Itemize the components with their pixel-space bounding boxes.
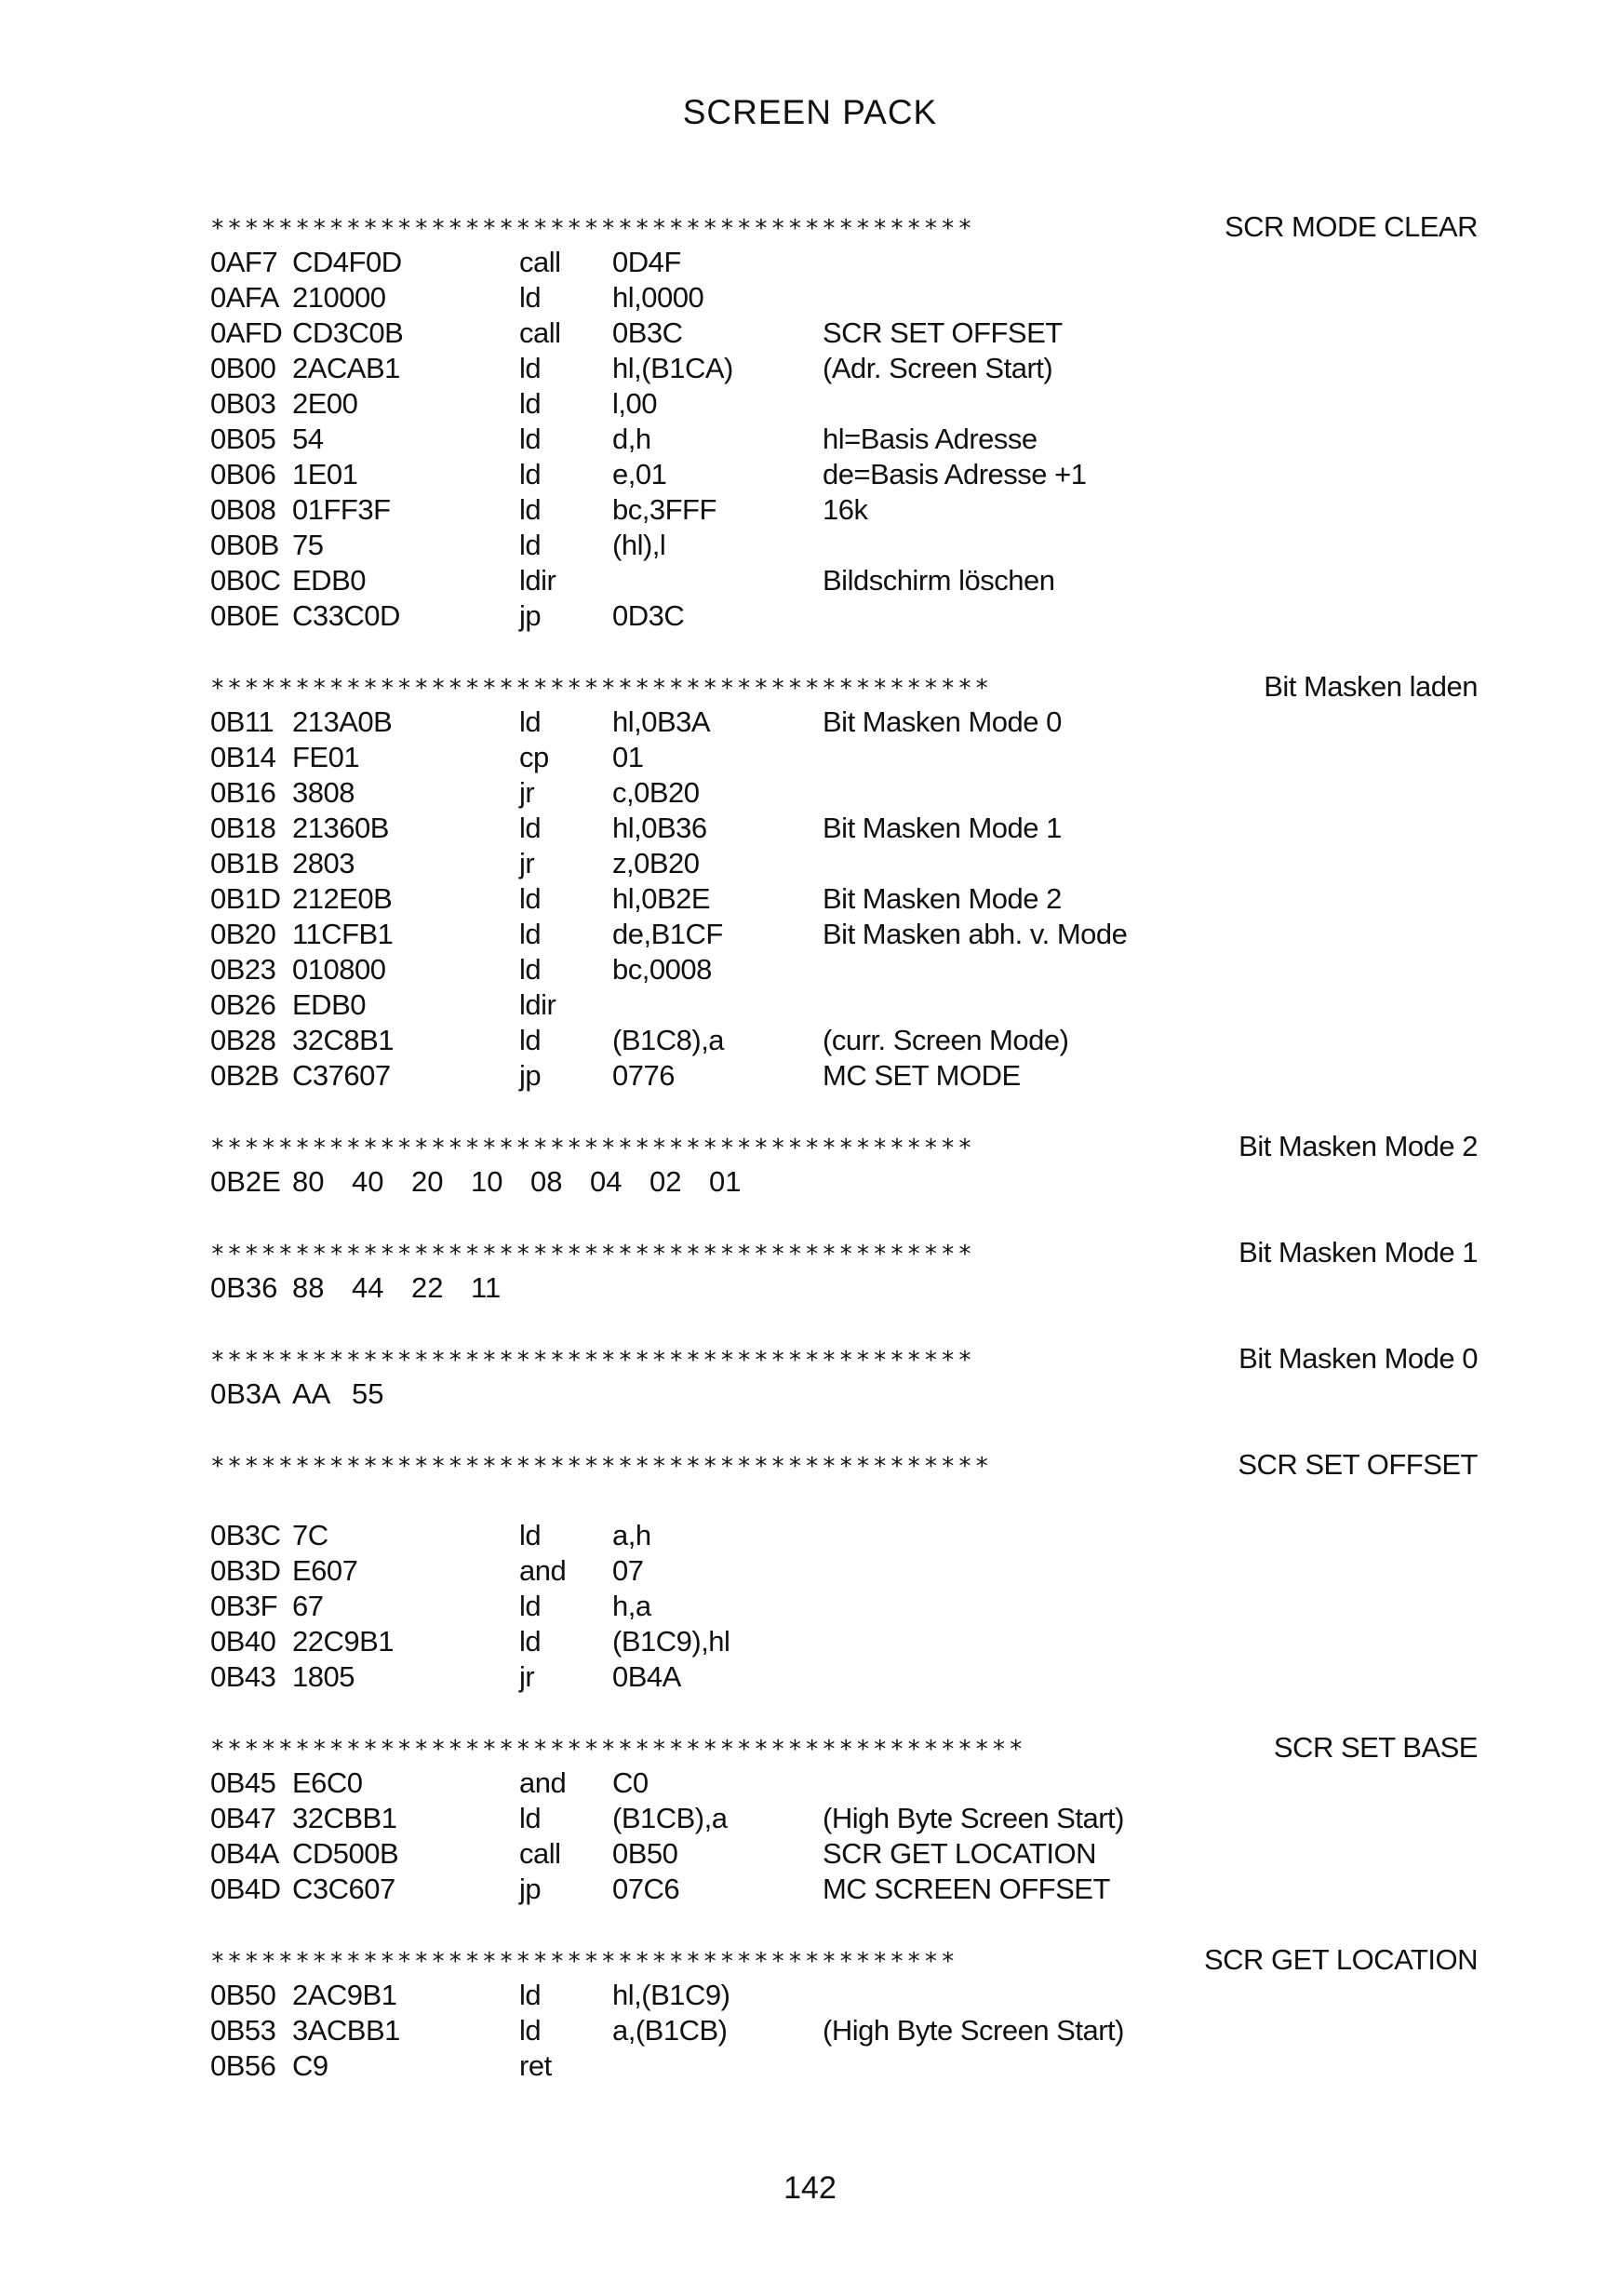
mnemonic: ld [519,1802,542,1834]
address: 0B45 [210,1766,276,1799]
mnemonic: cp [519,741,549,773]
operand: hl,0B2E [612,882,711,915]
code-line [210,1058,1478,1094]
code-line [210,1836,1478,1872]
opcode-bytes: CD3C0B [292,316,404,349]
code-line [210,917,1478,952]
opcode-bytes: 010800 [292,953,386,986]
code-line [210,1659,1478,1695]
opcode-bytes: E607 [292,1554,358,1587]
code-line [210,457,1478,492]
address: 0AFA [210,281,279,314]
operand: hl,0B36 [612,812,707,844]
code-line [210,740,1478,775]
code-line [210,280,1478,316]
page-title: SCREEN PACK [682,93,938,131]
code-line [210,1553,1478,1589]
routine-section [210,1129,1478,1200]
comment: (Adr. Screen Start) [823,352,1053,384]
operand: 0B4A [612,1660,681,1693]
operand: de,B1CF [612,918,723,950]
operand: 0776 [612,1059,675,1092]
mnemonic: ld [519,812,542,844]
routine-name: Bit Masken Mode 0 [1238,1342,1478,1375]
operand: c,0B20 [612,776,700,809]
code-line [210,1766,1478,1801]
code-line [210,528,1478,563]
operand: hl,(B1C9) [612,1979,730,2011]
routine-name: Bit Masken laden [1264,670,1478,703]
opcode-bytes: 2AC9B1 [292,1979,397,2011]
comment: (High Byte Screen Start) [823,2014,1124,2047]
mnemonic: ld [519,387,542,420]
mnemonic: ld [519,1979,542,2011]
address: 0AFD [210,316,283,349]
code-line [210,386,1478,422]
mnemonic: ld [519,423,542,455]
mnemonic: ld [519,882,542,915]
section-header [210,1730,1478,1766]
code-line [210,775,1478,811]
asterisk-divider: ********************************************** [210,1453,992,1481]
data-byte: 40 [352,1165,384,1198]
code-line [210,245,1478,280]
address: 0B3C [210,1519,281,1551]
address: 0B26 [210,988,276,1021]
opcode-bytes: 2ACAB1 [292,352,400,384]
address: 0B4A [210,1837,279,1870]
data-byte: AA [292,1377,331,1410]
code-line [210,492,1478,528]
address: 0B14 [210,741,276,773]
opcode-bytes: 75 [292,529,324,561]
operand: 01 [612,741,644,773]
mnemonic: jp [519,1059,542,1092]
comment: hl=Basis Adresse [823,423,1038,455]
routine-section [210,669,1478,1094]
routine-section [210,1341,1478,1412]
asterisk-divider: ********************************************** [210,675,992,703]
comment: SCR GET LOCATION [823,1837,1097,1870]
code-line [210,563,1478,598]
code-line [210,2013,1478,2048]
opcode-bytes: 32C8B1 [292,1024,395,1056]
section-header [210,1235,1478,1270]
data-byte: 80 [292,1165,325,1198]
operand: hl,(B1CA) [612,352,733,384]
opcode-bytes: CD500B [292,1837,399,1870]
code-line [210,1518,1478,1553]
mnemonic: ld [519,918,542,950]
address: 0B1D [210,882,281,915]
opcode-bytes: EDB0 [292,988,366,1021]
routine-name: SCR SET OFFSET [1238,1448,1478,1481]
opcode-bytes: C3C607 [292,1873,395,1905]
data-line [210,1164,1478,1200]
operand: bc,0008 [612,953,712,986]
address: 0B2E [210,1165,281,1198]
mnemonic: call [519,246,561,278]
opcode-bytes: 11CFB1 [292,918,394,950]
mnemonic: ld [519,493,542,526]
mnemonic: jp [519,599,542,632]
address: 0B53 [210,2014,276,2047]
operand: h,a [612,1590,651,1622]
routine-name: Bit Masken Mode 2 [1238,1130,1478,1162]
code-line [210,316,1478,351]
address: 0B1B [210,847,279,879]
code-line [210,1624,1478,1659]
comment: (curr. Screen Mode) [823,1024,1069,1056]
routine-name: Bit Masken Mode 1 [1238,1236,1478,1269]
code-line [210,1872,1478,1907]
mnemonic: ld [519,1625,542,1658]
address: 0AF7 [210,246,278,278]
mnemonic: ld [519,2014,542,2047]
routine-name: SCR SET BASE [1273,1731,1478,1764]
opcode-bytes: C37607 [292,1059,391,1092]
data-byte: 20 [411,1165,444,1198]
mnemonic: ld [519,1590,542,1622]
comment: 16k [823,493,868,526]
asterisk-divider: ********************************************* [210,215,975,243]
address: 0B3A [210,1377,281,1410]
section-header [210,1341,1478,1376]
mnemonic: ld [519,1519,542,1551]
data-byte: 11 [471,1271,502,1304]
operand: (B1C8),a [612,1024,725,1056]
mnemonic: ld [519,352,542,384]
comment: SCR SET OFFSET [823,316,1063,349]
routine-section [210,1447,1478,1695]
routine-name: SCR GET LOCATION [1203,1943,1478,1976]
operand: C0 [612,1766,649,1799]
opcode-bytes: 213A0B [292,705,393,738]
address: 0B20 [210,918,276,950]
operand: z,0B20 [612,847,700,879]
mnemonic: ret [519,2049,552,2082]
operand: a,(B1CB) [612,2014,728,2047]
address: 0B47 [210,1802,276,1834]
data-byte: 22 [411,1271,444,1304]
mnemonic: jp [519,1873,542,1905]
mnemonic: ld [519,529,542,561]
operand: 0D3C [612,599,685,632]
opcode-bytes: 210000 [292,281,386,314]
routine-name: SCR MODE CLEAR [1224,210,1478,243]
operand: hl,0B3A [612,705,711,738]
comment: MC SCREEN OFFSET [823,1873,1110,1905]
code-line [210,987,1478,1023]
opcode-bytes: 54 [292,423,324,455]
mnemonic: ldir [519,564,556,597]
comment: (High Byte Screen Start) [823,1802,1124,1834]
data-byte: 01 [709,1165,742,1198]
comment: Bit Masken Mode 1 [823,812,1062,844]
asterisk-divider: ********************************************* [210,1135,975,1162]
address: 0B36 [210,1271,278,1304]
operand: (B1CB),a [612,1802,728,1834]
asterisk-divider: ********************************************* [210,1347,975,1375]
data-line [210,1270,1478,1306]
opcode-bytes: EDB0 [292,564,366,597]
operand: (hl),l [612,529,666,561]
address: 0B28 [210,1024,276,1056]
mnemonic: call [519,1837,561,1870]
mnemonic: jr [519,847,535,879]
comment: Bit Masken abh. v. Mode [823,918,1128,950]
operand: 07 [612,1554,644,1587]
address: 0B03 [210,387,276,420]
opcode-bytes: 7C [292,1519,328,1551]
comment: Bit Masken Mode 2 [823,882,1062,915]
operand: hl,0000 [612,281,704,314]
mnemonic: ld [519,705,542,738]
code-line [210,846,1478,881]
routine-section [210,1235,1478,1306]
assembly-listing [210,209,1478,2119]
routine-section [210,1942,1478,2084]
section-header [210,209,1478,245]
opcode-bytes: 01FF3F [292,493,391,526]
section-header [210,1942,1478,1978]
operand: a,h [612,1519,651,1551]
operand: 07C6 [612,1873,680,1905]
opcode-bytes: C9 [292,2049,328,2082]
opcode-bytes: 1E01 [292,458,358,490]
mnemonic: call [519,316,561,349]
operand: l,00 [612,387,657,420]
address: 0B16 [210,776,276,809]
code-line [210,881,1478,917]
section-header [210,1447,1478,1483]
address: 0B00 [210,352,276,384]
asterisk-divider: ********************************************* [210,1241,975,1269]
mnemonic: and [519,1766,567,1799]
opcode-bytes: 67 [292,1590,324,1622]
data-byte: 44 [352,1271,384,1304]
opcode-bytes: 32CBB1 [292,1802,397,1834]
address: 0B43 [210,1660,276,1693]
asterisk-divider: ******************************************** [210,1948,958,1976]
address: 0B23 [210,953,276,986]
address: 0B0C [210,564,281,597]
address: 0B3D [210,1554,281,1587]
operand: 0B50 [612,1837,678,1870]
code-line [210,2048,1478,2084]
opcode-bytes: 3808 [292,776,355,809]
address: 0B40 [210,1625,276,1658]
code-line [210,1978,1478,2013]
section-header [210,669,1478,705]
address: 0B06 [210,458,276,490]
opcode-bytes: 212E0B [292,882,393,915]
data-byte: 10 [471,1165,503,1198]
code-line [210,598,1478,634]
address: 0B3F [210,1590,278,1622]
code-line [210,811,1478,846]
address: 0B11 [210,705,274,738]
opcode-bytes: 1805 [292,1660,355,1693]
address: 0B50 [210,1979,276,2011]
address: 0B08 [210,493,276,526]
operand: 0D4F [612,246,681,278]
address: 0B18 [210,812,276,844]
routine-section [210,209,1478,634]
opcode-bytes: C33C0D [292,599,400,632]
address: 0B2B [210,1059,279,1092]
opcode-bytes: FE01 [292,741,360,773]
code-line [210,1023,1478,1058]
code-line [210,705,1478,740]
address: 0B05 [210,423,276,455]
code-line [210,422,1478,457]
operand: bc,3FFF [612,493,716,526]
operand: e,01 [612,458,667,490]
comment: MC SET MODE [823,1059,1021,1092]
address: 0B56 [210,2049,276,2082]
comment: de=Basis Adresse +1 [823,458,1087,490]
mnemonic: ld [519,458,542,490]
opcode-bytes: E6C0 [292,1766,363,1799]
operand: d,h [612,423,651,455]
data-byte: 04 [590,1165,623,1198]
opcode-bytes: CD4F0D [292,246,402,278]
code-line [210,1589,1478,1624]
code-line [210,952,1478,987]
mnemonic: jr [519,776,535,809]
mnemonic: ld [519,1024,542,1056]
mnemonic: ld [519,281,542,314]
comment: Bildschirm löschen [823,564,1055,597]
address: 0B0B [210,529,279,561]
comment: Bit Masken Mode 0 [823,705,1062,738]
address: 0B4D [210,1873,281,1905]
opcode-bytes: 21360B [292,812,389,844]
opcode-bytes: 2803 [292,847,355,879]
section-header [210,1129,1478,1164]
opcode-bytes: 22C9B1 [292,1625,395,1658]
routine-section [210,1730,1478,1907]
page-number: 142 [783,2170,837,2206]
data-line [210,1376,1478,1412]
mnemonic: jr [519,1660,535,1693]
mnemonic: and [519,1554,567,1587]
code-line [210,1801,1478,1836]
operand: (B1C9),hl [612,1625,730,1658]
mnemonic: ldir [519,988,556,1021]
asterisk-divider: ************************************************ [210,1736,1026,1764]
data-byte: 08 [530,1165,563,1198]
data-byte: 02 [649,1165,682,1198]
opcode-bytes: 3ACBB1 [292,2014,400,2047]
code-line [210,351,1478,386]
address: 0B0E [210,599,279,632]
data-byte: 55 [352,1377,384,1410]
data-byte: 88 [292,1271,325,1304]
opcode-bytes: 2E00 [292,387,358,420]
mnemonic: ld [519,953,542,986]
operand: 0B3C [612,316,683,349]
